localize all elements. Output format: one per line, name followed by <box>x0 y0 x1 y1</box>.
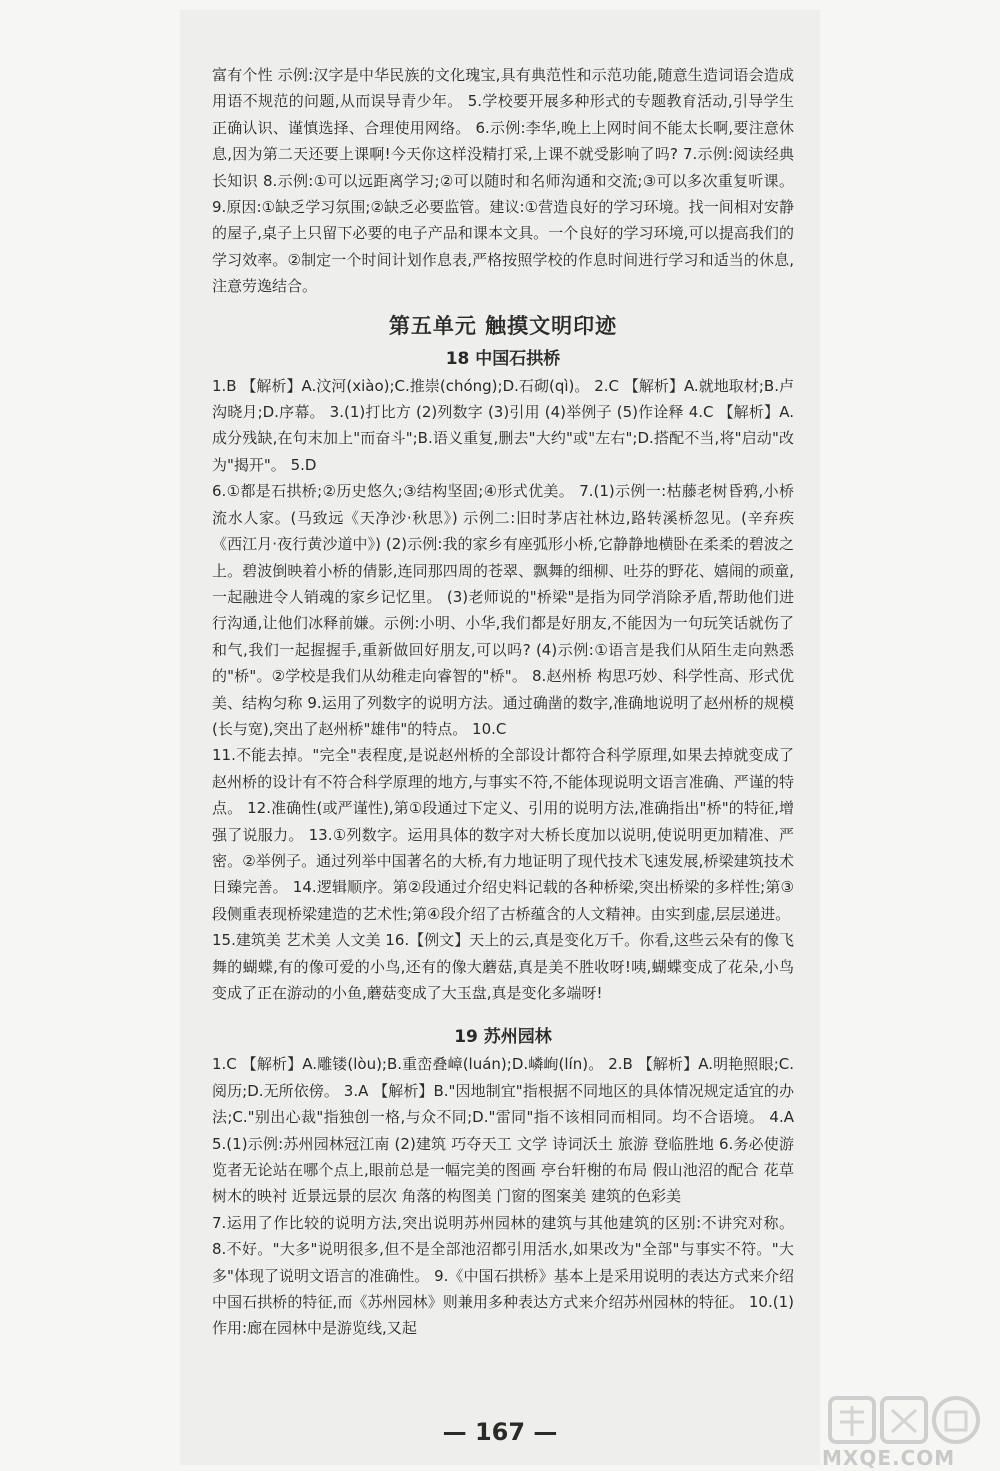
lesson-19-paragraph: 7.运用了作比较的说明方法,突出说明苏州园林的建筑与其他建筑的区别:不讲究对称。 8.不好。"大多"说明很多,但不是全部池沼都引用活水,如果改为"全部"与事实不符。"大多"体现了说明文语言的准确性。 9.《中国石拱桥》基本上是采用说明的表达方式来介绍中国石拱桥的特征,而《苏州园林》则兼用多种表达方式来介绍苏州园林的特征。 10.(1)作用:廊在园林中是游览线,又起 <box>212 1213 794 1338</box>
unit-title: 第五单元 触摸文明印迹 <box>388 312 618 338</box>
lesson-18-paragraph: 6.①都是石拱桥;②历史悠久;③结构坚固;④形式优美。 7.(1)示例一:枯藤老树昏鸦,小桥流水人家。(马致远《天净沙·秋思》) 示例二:旧时茅店社林边,路转溪桥忽见。(辛弃疾《西江月·夜行黄沙道中》) (2)示例:我的家乡有座弧形小桥,它静静地横卧在柔柔的碧波之上。碧波倒映着小桥的倩影,连同那四周的苍翠、飘舞的细柳、吐芬的野花、嬉闹的顽童,一起融进令人销魂的家乡记忆里。 (3)老师说的"桥梁"是指为同学消除矛盾,帮助他们进行沟通,让他们冰释前嫌。示例:小明、小华,我们都是好朋友,不能因为一句玩笑话就伤了和气,我们一起握握手,重新做回好朋友,可以吗? (4)示例:①语言是我们从陌生走向熟悉的"桥"。②学校是我们从幼稚走向睿智的"桥"。 8.赵州桥 构思巧妙、科学性高、形式优美、结构匀称 9.运用了列数字的说明方法。通过确凿的数字,准确地说明了赵州桥的规模(长与宽),突出了赵州桥"雄伟"的特点。 10.C <box>212 482 794 738</box>
lesson-18-title: 18 中国石拱桥 <box>445 348 561 369</box>
intro-paragraph: 富有个性 示例:汉字是中华民族的文化瑰宝,具有典范性和示范功能,随意生造词语会造成用语不规范的问题,从而误导青少年。 5.学校要开展多种形式的专题教育活动,引导学生正确认识、谨慎选择、合理使用网络。 6.示例:李华,晚上上网时间不能太长啊,要注意休息,因为第二天还要上课啊!今天你这样没精打采,上课不就受影响了吗? 7.示例:阅读经典长知识 8.示例:①可以远距离学习;②可以随时和名师沟通和交流;③可以多次重复听课。 9.原因:①缺乏学习氛围;②缺乏必要监管。建议:①营造良好的学习环境。找一间相对安静的屋子,桌子上只留下必要的电子产品和课本文具。一个良好的学习环境,可以提高我们的学习效率。②制定一个时间计划作息表,严格按照学校的作息时间进行学习和适当的休息,注意劳逸结合。 <box>212 66 794 296</box>
watermark-logo <box>810 1392 1000 1470</box>
watermark-url: MXQE.COM <box>822 1446 956 1470</box>
lesson-18-paragraph: 15.建筑美 艺术美 人文美 16.【例文】天上的云,真是变化万千。你看,这些云朵有的像飞舞的蝴蝶,有的像可爱的小鸟,还有的像大蘑菇,真是美不胜收呀!咦,蝴蝶变成了花朵,小鸟变成了正在游动的小鱼,蘑菇变成了大玉盘,真是变化多端呀! <box>212 931 794 1002</box>
watermark-logo-icon <box>810 1392 1000 1452</box>
lesson-18-paragraph: 1.B 【解析】A.汶河(xiào);C.推崇(chóng);D.石砌(qì)。 2.C 【解析】A.就地取材;B.卢沟晓月;D.序幕。 3.(1)打比方 (2)列数字 (3)引用 (4)举例子 (5)作诠释 4.C 【解析】A.成分残缺,在句末加上"而奋斗";B.语义重复,删去"大约"或"左右";D.搭配不当,将"启动"改为"揭开"。 5.D <box>212 376 794 474</box>
lesson-18-paragraph: 11.不能去掉。"完全"表程度,是说赵州桥的全部设计都符合科学原理,如果去掉就变成了赵州桥的设计有不符合科学原理的地方,与事实不符,不能体现说明文语言准确、严谨的特点。 12.准确性(或严谨性),第①段通过下定义、引用的说明方法,准确指出"桥"的特征,增强了说服力。 13.①列数字。运用具体的数字对大桥长度加以说明,使说明更加精准、严密。②举例子。通过列举中国著名的大桥,有力地证明了现代技术飞速发展,桥梁建筑技术日臻完善。 14.逻辑顺序。第②段通过介绍史料记载的各种桥梁,突出桥梁的多样性;第③段侧重表现桥梁建造的艺术性;第④段介绍了古桥蕴含的人文精神。由实到虚,层层递进。 <box>212 746 794 923</box>
lesson-19-paragraph: 1.C 【解析】A.雕镂(lòu);B.重峦叠嶂(luán);D.嶙峋(lín)。 2.B 【解析】A.明艳照眼;C.阅历;D.无所依傍。 3.A 【解析】B."因地制宜"指根据不同地区的具体情况规定适宜的办法;C."别出心裁"指独创一格,与众不同;D."雷同"指不该相同而相同。均不合语境。 4.A 5.(1)示例:苏州园林冠江南 (2)建筑 巧夺天工 文学 诗词沃土 旅游 登临胜地 6.务必使游览者无论站在哪个点上,眼前总是一幅完美的图画 亭台轩榭的布局 假山池沼的配合 花草树木的映衬 近景远景的层次 角落的构图美 门窗的图案美 建筑的色彩美 <box>212 1055 794 1206</box>
answer-content <box>212 62 794 1342</box>
page-number: — 167 — <box>442 1418 558 1446</box>
lesson-19-title: 19 苏州园林 <box>454 1027 552 1048</box>
